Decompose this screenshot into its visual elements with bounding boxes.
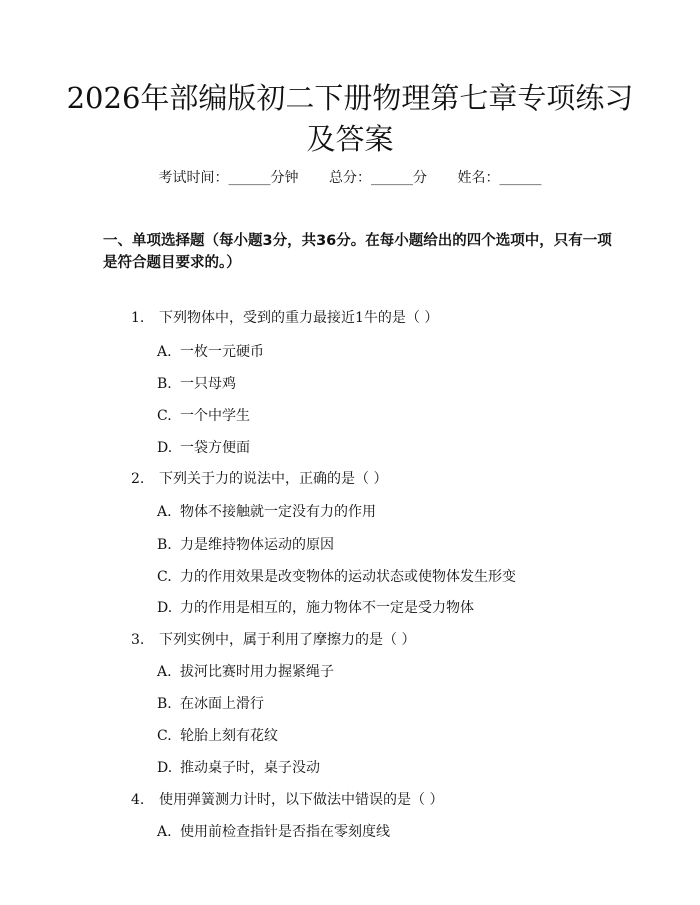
question-item <box>131 469 387 489</box>
answer-option <box>157 406 250 426</box>
option-text: 一枚一元硬币 <box>180 344 264 360</box>
question-text: 下列物体中，受到的重力最接近1牛的是（ ） <box>159 310 439 326</box>
question-item <box>131 308 438 328</box>
answer-option <box>157 502 376 522</box>
answer-option <box>157 726 278 746</box>
option-text: 轮胎上刻有花纹 <box>180 728 278 744</box>
question-text: 下列实例中，属于利用了摩擦力的是（ ） <box>159 632 416 648</box>
option-text: 一袋方便面 <box>180 440 250 456</box>
answer-option <box>157 535 334 555</box>
student-name-field: 姓名：______ <box>457 170 542 186</box>
option-letter: B. <box>157 696 172 712</box>
document-title: 2026年部编版初二下册物理第七章专项练习及答案 <box>66 81 634 156</box>
option-text: 拔河比赛时用力握紧绳子 <box>180 664 334 680</box>
option-text: 一个中学生 <box>180 408 250 424</box>
option-text: 推动桌子时，桌子没动 <box>180 760 320 776</box>
option-letter: A. <box>157 664 172 680</box>
total-score-field: 总分：______分 <box>329 170 427 186</box>
option-letter: A. <box>157 504 172 520</box>
answer-option <box>157 567 516 587</box>
exam-meta-line <box>60 168 640 188</box>
option-letter: D. <box>157 600 173 616</box>
option-text: 力的作用是相互的，施力物体不一定是受力物体 <box>180 600 474 616</box>
question-number: 3. <box>131 632 145 648</box>
answer-option <box>157 822 390 842</box>
option-letter: C. <box>157 408 172 424</box>
answer-option <box>157 342 264 362</box>
question-item <box>131 630 415 650</box>
option-letter: B. <box>157 537 172 553</box>
option-letter: D. <box>157 760 173 776</box>
option-letter: D. <box>157 440 173 456</box>
answer-option <box>157 438 250 458</box>
question-number: 4. <box>131 792 145 808</box>
answer-option <box>157 374 236 394</box>
option-text: 一只母鸡 <box>180 376 236 392</box>
section-heading: 一、单项选择题（每小题3分，共36分。在每小题给出的四个选项中，只有一项是符合题目要求的。） <box>103 233 612 271</box>
option-text: 物体不接触就一定没有力的作用 <box>180 504 376 520</box>
option-text: 使用前检查指针是否指在零刻度线 <box>180 824 390 840</box>
option-letter: A. <box>157 344 172 360</box>
option-letter: C. <box>157 728 172 744</box>
option-text: 力的作用效果是改变物体的运动状态或使物体发生形变 <box>180 569 516 585</box>
option-letter: C. <box>157 569 172 585</box>
question-text: 使用弹簧测力计时，以下做法中错误的是（ ） <box>159 792 444 808</box>
option-text: 在冰面上滑行 <box>180 696 264 712</box>
question-text: 下列关于力的说法中，正确的是（ ） <box>159 471 388 487</box>
answer-option <box>157 694 264 714</box>
question-item <box>131 790 443 810</box>
question-number: 2. <box>131 471 145 487</box>
exam-time-field: 考试时间：______分钟 <box>158 170 299 186</box>
answer-option <box>157 598 474 618</box>
option-letter: B. <box>157 376 172 392</box>
option-text: 力是维持物体运动的原因 <box>180 537 334 553</box>
option-letter: A. <box>157 824 172 840</box>
question-number: 1. <box>131 310 145 326</box>
answer-option <box>157 758 320 778</box>
answer-option <box>157 662 334 682</box>
